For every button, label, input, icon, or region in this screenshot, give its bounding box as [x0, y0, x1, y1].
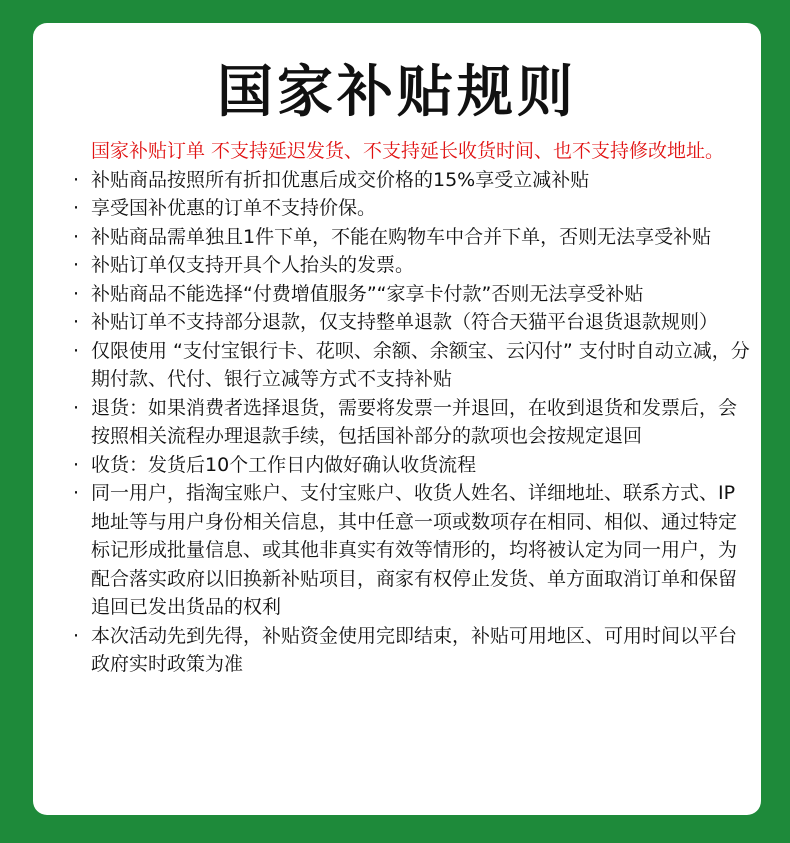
bullet-icon: · — [73, 482, 80, 504]
rule-item — [71, 622, 751, 679]
rule-item — [71, 451, 751, 480]
rule-text: 享受国补优惠的订单不支持价保。 — [91, 197, 377, 219]
rules-content — [71, 137, 751, 679]
rule-item — [71, 194, 751, 223]
bullet-icon: · — [73, 282, 80, 305]
rule-text: 补贴商品不能选择“付费增值服务”“家享卡付款”否则无法享受补贴 — [91, 282, 644, 305]
rule-item — [71, 166, 751, 195]
bullet-icon: · — [73, 168, 80, 191]
rule-text: 同一用户，指淘宝账户、支付宝账户、收货人姓名、详细地址、联系方式、IP地址等与用户身份相关信息，其中任意一项或数项存在相同、相似、通过特定标记形成批量信息、或其他非真实有效等情形的，均将被认定为同一用户，为配合落实政府以旧换新补贴项目，商家有权停止发货、单方面取消订单和保留追回已发出货品的权利 — [91, 482, 738, 618]
rule-text: 补贴商品按照所有折扣优惠后成交价格的15%享受立减补贴 — [91, 168, 590, 191]
rule-text: 补贴订单不支持部分退款，仅支持整单退款（符合天猫平台退货退款规则） — [91, 311, 719, 333]
bullet-icon: · — [73, 339, 80, 362]
bullet-icon: · — [73, 311, 80, 333]
rules-card — [33, 23, 761, 815]
bullet-icon: · — [73, 396, 80, 419]
bullet-icon: · — [73, 225, 80, 248]
rule-item — [71, 223, 751, 252]
bullet-icon: · — [73, 197, 80, 219]
rule-text: 补贴商品需单独且1件下单，不能在购物车中合并下单，否则无法享受补贴 — [91, 225, 712, 248]
rule-text: 收货：发货后10个工作日内做好确认收货流程 — [91, 453, 477, 476]
rule-item — [71, 479, 751, 622]
rule-item — [71, 280, 751, 309]
rule-text: 本次活动先到先得，补贴资金使用完即结束，补贴可用地区、可用时间以平台政府实时政策为准 — [91, 624, 738, 675]
rule-text: 退货：如果消费者选择退货，需要将发票一并退回，在收到退货和发票后，会按照相关流程办理退款手续，包括国补部分的款项也会按规定退回 — [91, 396, 738, 447]
bullet-icon: · — [73, 254, 80, 276]
page-title: 国家补贴规则 — [217, 60, 577, 125]
notice-text: 国家补贴订单 不支持延迟发货、不支持延长收货时间、也不支持修改地址。 — [91, 140, 725, 162]
bullet-icon: · — [73, 624, 80, 647]
rule-item — [71, 308, 751, 337]
bullet-icon: · — [73, 453, 80, 476]
rule-item — [71, 251, 751, 280]
rule-item — [71, 394, 751, 451]
rule-item — [71, 337, 751, 394]
rules-list — [71, 166, 751, 679]
rule-text: 补贴订单仅支持开具个人抬头的发票。 — [91, 254, 415, 276]
rule-text: 仅限使用 “支付宝银行卡、花呗、余额、余额宝、云闪付” 支付时自动立减，分期付款、代付、银行立减等方式不支持补贴 — [91, 339, 750, 390]
